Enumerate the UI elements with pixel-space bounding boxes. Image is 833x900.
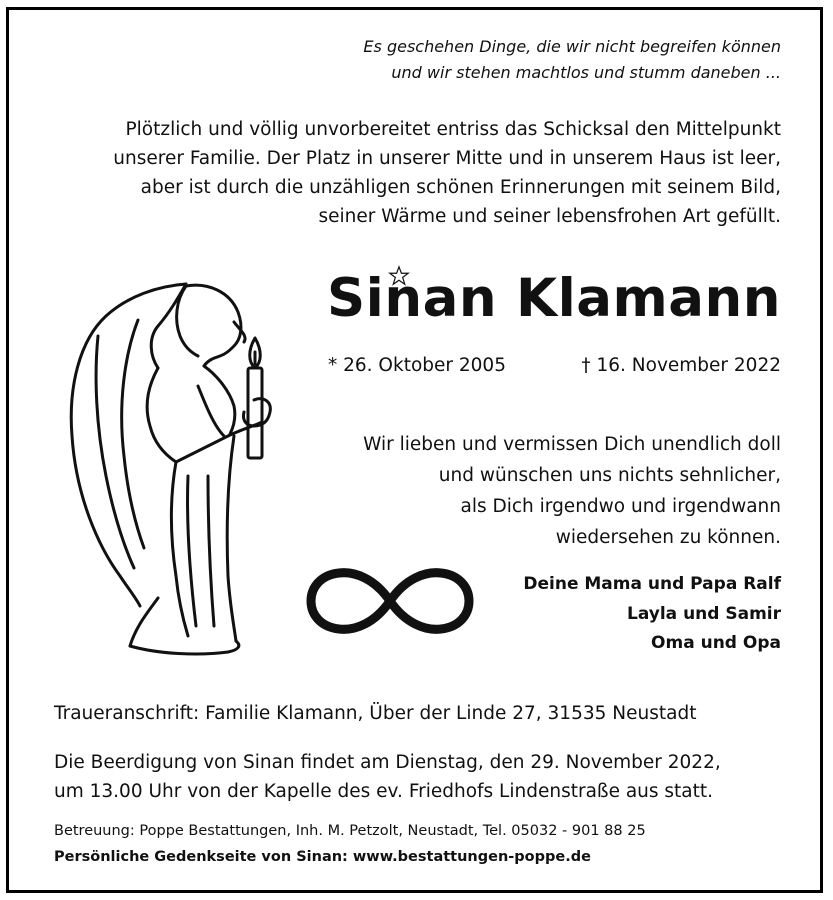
memorial-page-link[interactable]: Persönliche Gedenkseite von Sinan: www.bestattungen-poppe.de: [54, 849, 591, 865]
mourning-address: Traueranschrift: Familie Klamann, Über der Linde 27, 31535 Neustadt: [54, 703, 697, 724]
family-line: Layla und Samir: [626, 603, 781, 624]
verse-line: und wünschen uns nichts sehnlicher,: [438, 465, 781, 486]
family-line: Oma und Opa: [651, 633, 781, 653]
funeral-info: [54, 748, 721, 806]
death-date: † 16. November 2022: [581, 355, 781, 376]
family-signatures: [523, 570, 781, 659]
verse-line: als Dich irgendwo und irgendwann: [460, 496, 781, 517]
infinity-icon: [305, 565, 475, 637]
motto-line: Es geschehen Dinge, die wir nicht begreifen können: [363, 37, 781, 56]
motto-line: und wir stehen machtlos und stumm daneben ...: [391, 63, 781, 82]
intro-line: Plötzlich und völlig unvorbereitet entriss das Schicksal den Mittelpunkt: [125, 119, 781, 140]
funeral-line: Die Beerdigung von Sinan findet am Dienstag, den 29. November 2022,: [54, 752, 721, 773]
verse-line: Wir lieben und vermissen Dich unendlich doll: [363, 434, 781, 455]
funeral-home-info: Betreuung: Poppe Bestattungen, Inh. M. Petzolt, Neustadt, Tel. 05032 - 901 88 25: [54, 823, 646, 839]
verse: [363, 429, 781, 553]
birth-date: * 26. Oktober 2005: [328, 355, 506, 376]
family-line: Deine Mama und Papa Ralf: [523, 574, 781, 594]
deceased-name: Sinan Klamann: [327, 268, 781, 329]
intro-text: [113, 115, 781, 231]
intro-line: seiner Wärme und seiner lebensfrohen Art gefüllt.: [318, 206, 781, 227]
intro-line: aber ist durch die unzähligen schönen Erinnerungen mit seinem Bild,: [140, 177, 781, 198]
intro-line: unserer Familie. Der Platz in unserer Mitte und in unserem Haus ist leer,: [113, 148, 781, 169]
verse-line: wiedersehen zu können.: [555, 527, 781, 548]
angel-with-candle-icon: [58, 276, 278, 661]
funeral-line: um 13.00 Uhr von der Kapelle des ev. Friedhofs Lindenstraße aus statt.: [54, 781, 714, 802]
motto: [363, 34, 781, 86]
